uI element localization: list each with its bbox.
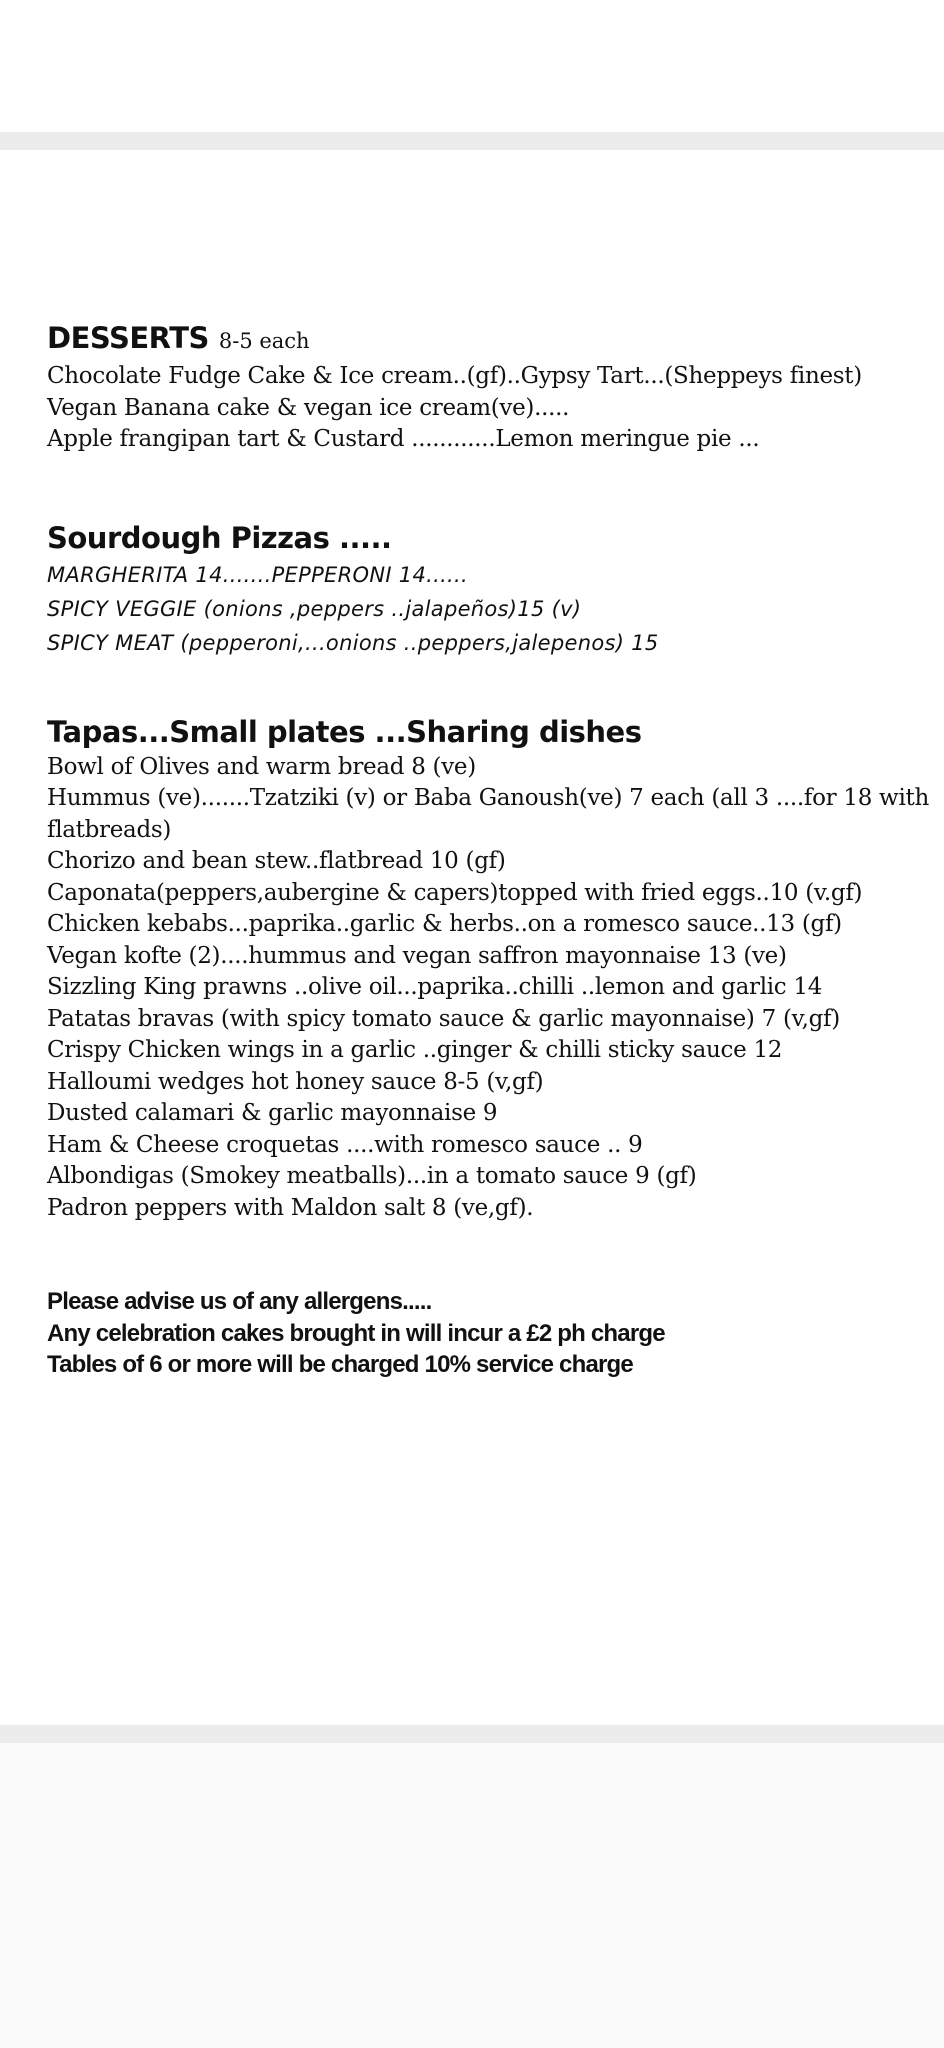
tapas-item: Crispy Chicken wings in a garlic ..ginger & chilli sticky sauce 12 <box>47 1037 783 1063</box>
menu-document <box>47 318 937 1381</box>
top-divider-band <box>0 132 944 150</box>
desserts-price-note: 8-5 each <box>218 329 310 353</box>
cake-charge-note: Any celebration cakes brought in will incur a £2 ph charge <box>47 1319 665 1347</box>
spacer <box>47 660 937 712</box>
tapas-section <box>47 712 937 1225</box>
desserts-section <box>47 318 937 456</box>
pizzas-heading: Sourdough Pizzas ..... <box>47 520 392 555</box>
bottom-blank-area <box>0 1743 944 2048</box>
tapas-item: Padron peppers with Maldon salt 8 (ve,gf). <box>47 1194 534 1221</box>
pizza-item: SPICY VEGGIE (onions ,peppers ..jalapeños)15 (v) <box>47 596 582 621</box>
tapas-item: Bowl of Olives and warm bread 8 (ve) <box>47 753 476 780</box>
desserts-heading <box>47 318 937 361</box>
dessert-item: Vegan Banana cake & vegan ice cream(ve)..... <box>47 394 570 421</box>
service-charge-note: Tables of 6 or more will be charged 10% service charge <box>47 1351 633 1378</box>
tapas-item: Sizzling King prawns ..olive oil...paprika..chilli ..lemon and garlic 14 <box>47 974 823 1000</box>
pizzas-section <box>47 518 937 660</box>
bottom-divider-band <box>0 1725 944 1743</box>
dessert-item: Chocolate Fudge Cake & Ice cream..(gf)..Gypsy Tart...(Sheppeys finest) <box>47 363 862 389</box>
tapas-item: Hummus (ve).......Tzatziki (v) or Baba Ganoush(ve) 7 each (all 3 ....for 18 with flatbreads) <box>47 785 929 843</box>
tapas-item: Chorizo and bean stew..flatbread 10 (gf) <box>47 848 506 874</box>
tapas-item: Chicken kebabs...paprika..garlic & herbs..on a romesco sauce..13 (gf) <box>47 911 842 937</box>
tapas-item: Caponata(peppers,aubergine & capers)topped with fried eggs..10 (v.gf) <box>47 879 863 906</box>
tapas-item: Patatas bravas (with spicy tomato sauce & garlic mayonnaise) 7 (v,gf) <box>47 1005 840 1032</box>
spacer <box>47 456 937 518</box>
tapas-item: Ham & Cheese croquetas ....with romesco sauce .. 9 <box>47 1131 643 1158</box>
tapas-item: Albondigas (Smokey meatballs)...in a tomato sauce 9 (gf) <box>47 1163 697 1189</box>
tapas-item: Dusted calamari & garlic mayonnaise 9 <box>47 1100 498 1126</box>
desserts-title: DESSERTS <box>47 321 209 355</box>
allergen-note: Please advise us of any allergens..... <box>47 1288 432 1315</box>
tapas-item: Vegan kofte (2)....hummus and vegan saffron mayonnaise 13 (ve) <box>47 942 787 969</box>
spacer <box>47 1224 937 1286</box>
pizza-item: SPICY MEAT (pepperoni,...onions ..peppers,jalepenos) 15 <box>47 630 659 655</box>
tapas-item: Halloumi wedges hot honey sauce 8-5 (v,gf) <box>47 1068 544 1095</box>
tapas-heading: Tapas...Small plates ...Sharing dishes <box>47 714 642 749</box>
dessert-item: Apple frangipan tart & Custard ............Lemon meringue pie ... <box>47 426 760 452</box>
notes-section <box>47 1286 937 1381</box>
pizza-item: MARGHERITA 14.......PEPPERONI 14...... <box>47 562 468 587</box>
